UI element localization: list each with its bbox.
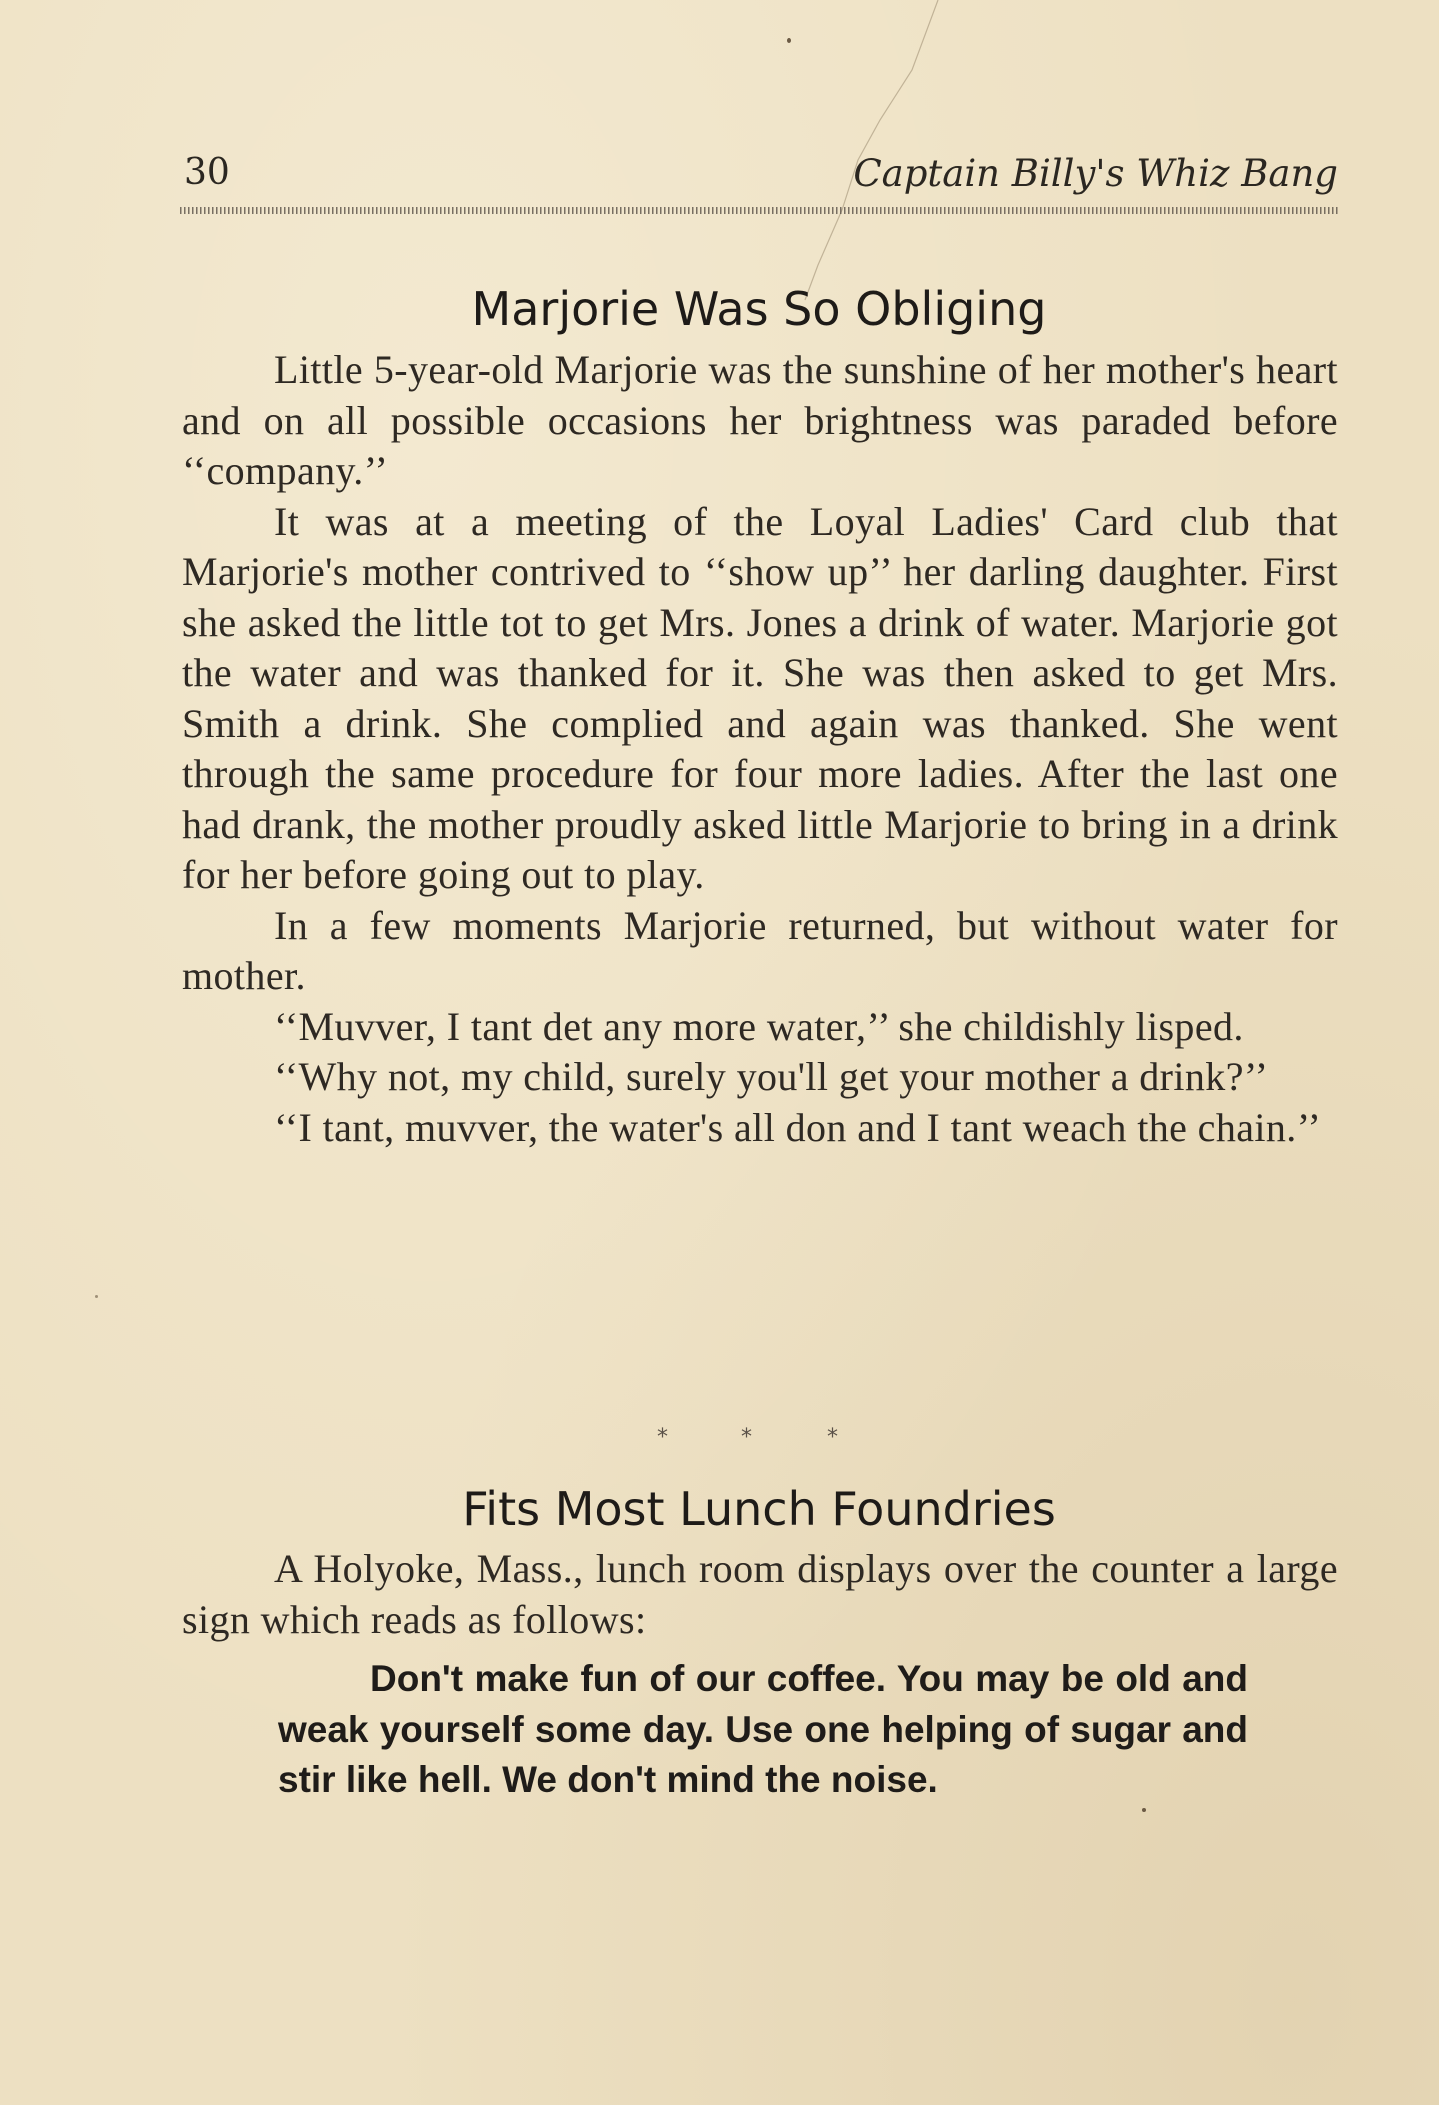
- paper-speck: [1142, 1808, 1146, 1812]
- sign-text: Don't make fun of our coffee. You may be old and weak yourself some day. Use one helping of sugar and stir like hell. We don't mind the noise.: [278, 1658, 1248, 1800]
- page-header: [180, 152, 1338, 212]
- paragraph: In a few moments Marjorie returned, but without water for mother.: [182, 902, 1338, 998]
- sign-quote: [278, 1654, 1248, 1806]
- header-rule: [180, 207, 1338, 214]
- story-title-marjorie: Marjorie Was So Obliging: [471, 282, 1047, 336]
- separator-star: *: [827, 1425, 838, 1450]
- paragraph: ‘‘Muvver, I tant det any more water,’’ she childishly lisped.: [274, 1003, 1244, 1049]
- paragraph: Little 5-year-old Marjorie was the sunshine of her mother's heart and on all possible occasions her brightness was paraded before ‘‘company.’’: [182, 347, 1338, 493]
- paragraph: A Holyoke, Mass., lunch room displays over the counter a large sign which reads as follows:: [182, 1546, 1338, 1642]
- running-title: Captain Billy's Whiz Bang: [853, 152, 1338, 195]
- story-title-lunch: Fits Most Lunch Foundries: [462, 1482, 1056, 1536]
- paragraph: It was at a meeting of the Loyal Ladies' Card club that Marjorie's mother contrived to ‘‘show up’’ her darling daughter. First she asked the little tot to get Mrs. Jones a drink of water. Marjorie got the water and was thanked for it. She was then asked to get Mrs. Smith a drink. She complied and again was thanked. She went through the same procedure for four more ladies. After the last one had drank, the mother proudly asked little Marjorie to bring in a drink for her before going out to play.: [182, 498, 1338, 897]
- paragraph: ‘‘Why not, my child, surely you'll get your mother a drink?’’: [274, 1054, 1269, 1099]
- page-number: 30: [184, 152, 230, 193]
- separator-star: *: [657, 1425, 668, 1450]
- paragraph: ‘‘I tant, muvver, the water's all don and I tant weach the chain.’’: [274, 1104, 1322, 1150]
- paper-speck: [95, 1295, 98, 1298]
- story-body-lunch: [182, 1544, 1338, 1645]
- story-body-marjorie: [182, 345, 1338, 1153]
- paper-speck: [787, 38, 791, 43]
- separator-star: *: [741, 1425, 752, 1450]
- section-separator: [645, 1425, 885, 1455]
